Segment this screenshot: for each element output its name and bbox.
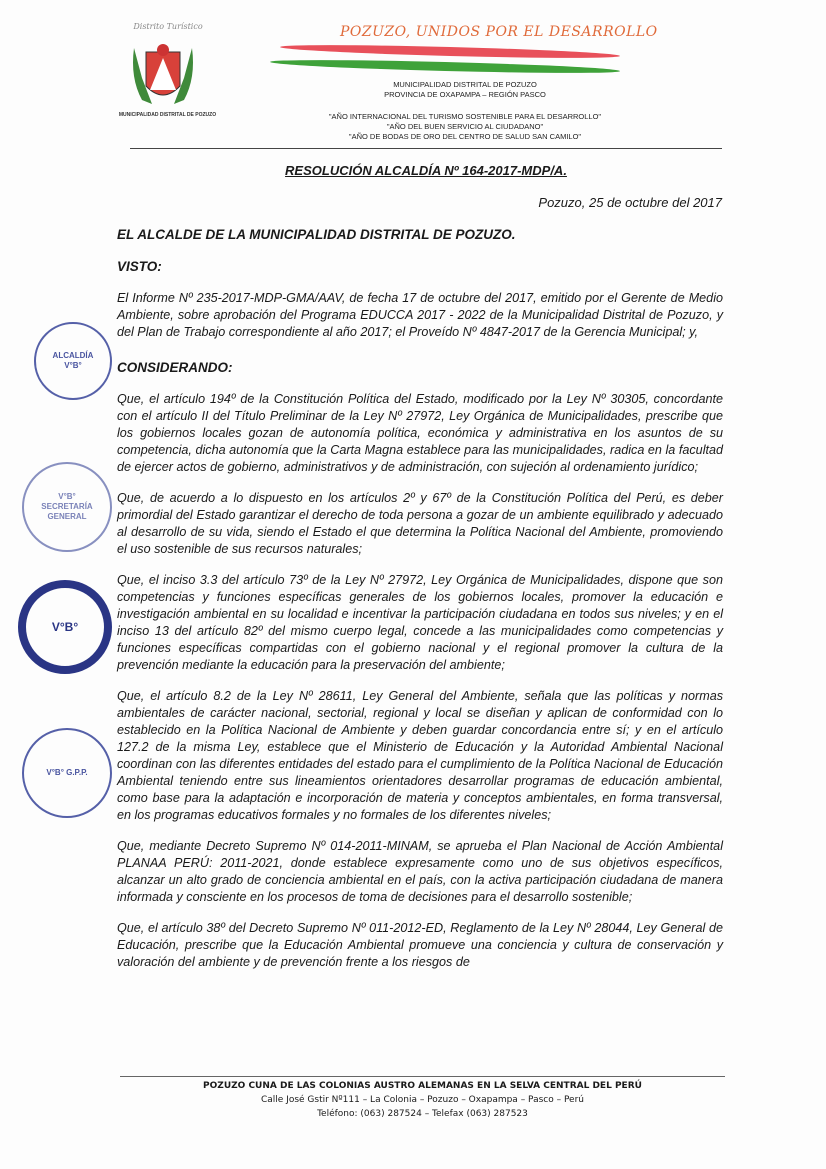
considerando-label: CONSIDERANDO: — [117, 360, 233, 375]
logo-caption: MUNICIPALIDAD DISTRITAL DE POZUZO — [118, 112, 217, 118]
year-name-3: "AÑO DE BODAS DE ORO DEL CENTRO DE SALUD SAN CAMILO" — [348, 132, 582, 141]
resolution-title: RESOLUCIÓN ALCALDÍA Nº 164-2017-MDP/A. — [285, 163, 567, 178]
municipal-crest-icon — [128, 38, 198, 110]
stamp-text: V°B° G.P.P. — [46, 768, 88, 777]
heading: EL ALCALDE DE LA MUNICIPALIDAD DISTRITAL DE POZUZO. — [117, 227, 516, 242]
stamp-gpp — [22, 728, 112, 818]
visto-text: El Informe Nº 235-2017-MDP-GMA/AAV, de fecha 17 de octubre del 2017, emitido por el Gerente de Medio Ambiente, sobre aprobación del Programa EDUCCA 2017 - 2022 de la Municipalidad Distrital de Pozuzo, y del Plan de Trabajo correspondiente al año 2017; el Proveído Nº 4847-2017 de la Gerencia Municipal; y, — [117, 291, 723, 339]
red-stripe — [280, 43, 620, 61]
letterhead — [0, 0, 826, 226]
paragraph: Que, el artículo 38º del Decreto Supremo Nº 011-2012-ED, Reglamento de la Ley Nº 28044, Ley General de Educación, prescribe que la Educación Ambiental promueve una conciencia y cultura de conservación y valoración del ambiente y de prevención frente a los riesgos de — [117, 921, 723, 969]
stamp-text: V°B° — [51, 620, 79, 634]
stamp-text: V°B° SECRETARÍA GENERAL — [41, 492, 93, 521]
header-rule — [130, 148, 722, 149]
paragraph: Que, el artículo 194º de la Constitución Política del Estado, modificado por la Ley Nº 30305, concordante con el artículo II del Título Preliminar de la Ley Nº 27972, Ley Orgánica de Municipalidades, prescribe que los gobiernos locales gozan de autonomía política, económica y administrativa en los asuntos de su competencia, dicha autonomía que la Carta Magna establece para las municipalidades, radica en la facultad de ejercer actos de gobierno, administrativos y de administración, con sujeción al ordenamiento jurídico; — [117, 392, 723, 474]
year-name-1: "AÑO INTERNACIONAL DEL TURISMO SOSTENIBLE PARA EL DESARROLLO" — [328, 112, 602, 121]
stamp-text: ALCALDÍA V°B° — [52, 351, 94, 370]
paragraph: Que, de acuerdo a lo dispuesto en los artículos 2º y 67º de la Constitución Política del Perú, es deber primordial del Estado garantizar el derecho de toda persona a gozar de un ambiente equilibrado y adecuado al desarrollo de su vida, siendo el Estado el que determina la Política Nacional del Ambiente, promoviendo el uso sostenible de sus recursos naturales; — [117, 491, 723, 556]
green-stripe — [270, 57, 620, 75]
paragraph: Que, el inciso 3.3 del artículo 73º de la Ley Nº 27972, Ley Orgánica de Municipalidades, dispone que son competencias y funciones específicas generales de los gobiernos locales, promover la educación e investigación ambiental en su localidad e incentivar la participación ciudadana en todos sus niveles; y en el inciso 13 del artículo 82º del mismo cuerpo legal, concede a las municipalidades como competencias y funciones específicas compartidas con el gobierno nacional y el regional promover la cultura de la prevención mediante la educación para la preservación del ambiente; — [117, 573, 723, 672]
footer-line-1: POZUZO CUNA DE LAS COLONIAS AUSTRO ALEMANAS EN LA SELVA CENTRAL DEL PERÚ — [203, 1081, 642, 1091]
year-name-2: "AÑO DEL BUEN SERVICIO AL CIUDADANO" — [386, 122, 544, 131]
stamp-secretaria — [22, 462, 112, 552]
slogan: POZUZO, UNIDOS POR EL DESARROLLO — [340, 24, 658, 40]
paragraph: Que, el artículo 8.2 de la Ley Nº 28611, Ley General del Ambiente, señala que las políticas y normas ambientales de carácter nacional, sectorial, regional y local se diseñan y aplican de conformidad con lo establecido en la Política Nacional de Ambiente y deben guardar concordancia entre sí; y en el artículo 127.2 de la misma Ley, establece que el Ministerio de Educación y la Autoridad Ambiental Nacional coordinan con las diferentes entidades del estado para el cumplimiento de la Política Nacional de Educación Ambiental teniendo entre sus lineamientos orientadores desarrollar programas de educación ambiental, como base para la adaptación e incorporación de materia y conceptos ambientales, en forma transversal, en los programas educativos formales y no formales de los diferentes niveles; — [117, 689, 723, 822]
paragraph: Que, mediante Decreto Supremo Nº 014-2011-MINAM, se aprueba el Plan Nacional de Acción Ambiental PLANAA PERÚ: 2011-2021, donde establece expresamente como uno de sus objetivos específicos, alcanzar un alto grado de conciencia ambiental en el país, con la activa participación ciudadana de manera informada y consciente en los procesos de toma de decisiones para el desarrollo sostenible; — [117, 839, 723, 904]
stamp-alcaldia — [34, 322, 112, 400]
logo-script: Distrito Turístico — [133, 22, 203, 31]
document-date: Pozuzo, 25 de octubre del 2017 — [538, 195, 722, 210]
stamp-gerencia — [18, 580, 112, 674]
footer-address: Calle José Gstir Nº111 – La Colonia – Pozuzo – Oxapampa – Pasco – Perú — [260, 1095, 584, 1105]
visto-label: VISTO: — [117, 259, 162, 274]
footer — [120, 1076, 725, 1121]
institution-name: MUNICIPALIDAD DISTRITAL DE POZUZO — [393, 80, 537, 89]
province: PROVINCIA DE OXAPAMPA – REGIÓN PASCO — [384, 90, 546, 99]
document-body — [117, 226, 723, 971]
footer-phone: Teléfono: (063) 287524 – Telefax (063) 287523 — [317, 1109, 528, 1119]
